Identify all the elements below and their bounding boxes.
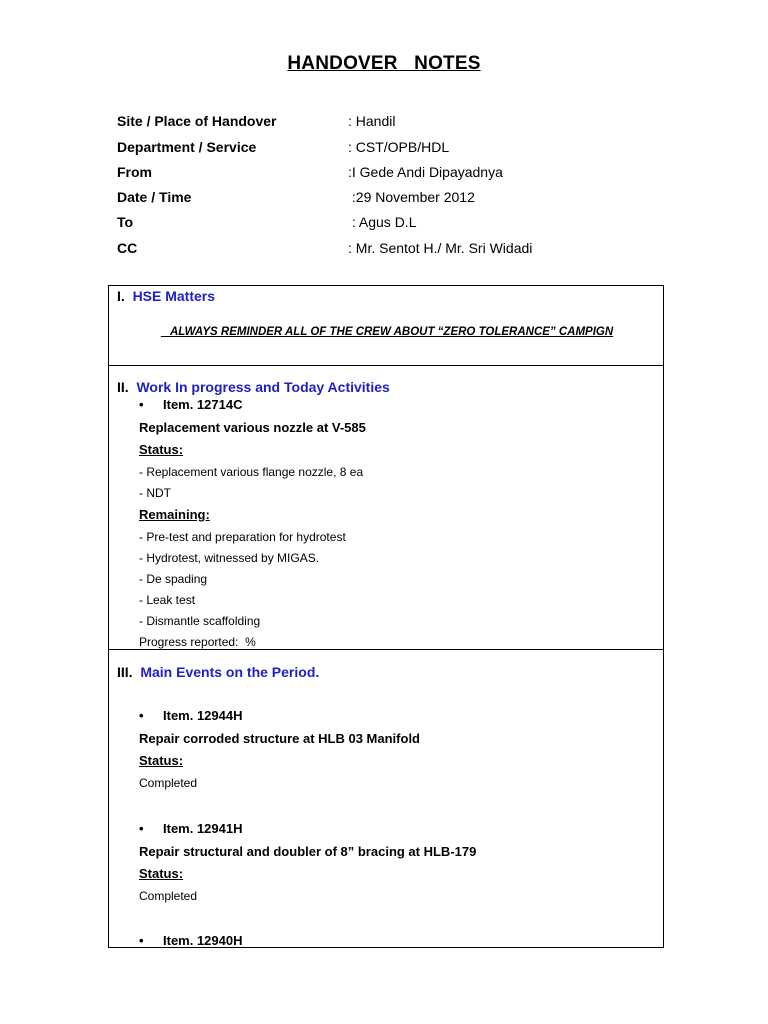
progress-unit: % xyxy=(245,635,256,649)
status-line: - Replacement various flange nozzle, 8 ea xyxy=(139,465,364,479)
info-label: To xyxy=(117,214,134,230)
item-number: Item. 12941H xyxy=(163,821,243,836)
progress-label: Progress reported: xyxy=(139,635,246,649)
bullet-icon: • xyxy=(139,708,144,723)
status-line: - NDT xyxy=(139,486,171,500)
section-heading xyxy=(117,664,319,680)
list-item xyxy=(139,397,243,412)
section-heading xyxy=(117,379,390,395)
info-label: From xyxy=(117,164,152,180)
remaining-line: - Dismantle scaffolding xyxy=(139,614,261,628)
section-title: Work In progress and Today Activities xyxy=(136,379,390,395)
info-value: : CST/OPB/HDL xyxy=(348,139,450,155)
item-number: Item. 12940H xyxy=(163,933,243,948)
status-label: Status: xyxy=(139,442,184,457)
status-value: Completed xyxy=(139,776,198,790)
list-item xyxy=(139,933,243,948)
list-item xyxy=(139,821,243,836)
info-value: : Agus D.L xyxy=(348,214,417,230)
info-row-department xyxy=(117,139,677,161)
info-value: : Mr. Sentot H./ Mr. Sri Widadi xyxy=(348,240,533,256)
info-label: Site / Place of Handover xyxy=(117,113,277,129)
section-title: Main Events on the Period. xyxy=(140,664,320,680)
status-value: Completed xyxy=(139,889,198,903)
task-title: Repair structural and doubler of 8” bracing at HLB-179 xyxy=(139,844,477,859)
section-number: II. xyxy=(117,379,129,395)
info-value: : Handil xyxy=(348,113,396,129)
section-work-in-progress xyxy=(108,365,664,650)
remaining-label: Remaining: xyxy=(139,507,210,522)
remaining-line: - Pre-test and preparation for hydrotest xyxy=(139,530,346,544)
bullet-icon: • xyxy=(139,933,144,948)
section-number: III. xyxy=(117,664,133,680)
campaign-text: ALWAYS REMINDER ALL OF THE CREW ABOUT “ZERO TOLERANCE” CAMPIGN xyxy=(160,326,614,338)
bullet-icon: • xyxy=(139,821,144,836)
info-row-from xyxy=(117,164,677,186)
section-main-events xyxy=(108,649,664,948)
status-label: Status: xyxy=(139,866,184,881)
section-title: HSE Matters xyxy=(132,288,216,304)
task-title: Replacement various nozzle at V-585 xyxy=(139,420,366,435)
info-value: :29 November 2012 xyxy=(348,189,475,205)
list-item xyxy=(139,708,243,723)
info-label: Date / Time xyxy=(117,189,192,205)
section-heading xyxy=(117,288,215,304)
task-title: Repair corroded structure at HLB 03 Manifold xyxy=(139,731,420,746)
info-row-site xyxy=(117,113,677,135)
info-label: CC xyxy=(117,240,138,256)
info-value: :I Gede Andi Dipayadnya xyxy=(348,164,503,180)
item-number: Item. 12944H xyxy=(163,708,243,723)
item-number: Item. 12714C xyxy=(163,397,243,412)
info-row-to xyxy=(117,214,677,236)
section-hse xyxy=(108,285,664,366)
info-label: Department / Service xyxy=(117,139,257,155)
status-label: Status: xyxy=(139,753,184,768)
section-number: I. xyxy=(117,288,125,304)
remaining-line: - Hydrotest, witnessed by MIGAS. xyxy=(139,551,320,565)
progress-reported xyxy=(139,635,256,649)
remaining-line: - De spading xyxy=(139,572,208,586)
page-title: HANDOVER NOTES xyxy=(287,53,481,74)
info-row-date xyxy=(117,189,677,211)
remaining-line: - Leak test xyxy=(139,593,196,607)
bullet-icon: • xyxy=(139,397,144,412)
info-row-cc xyxy=(117,240,677,262)
